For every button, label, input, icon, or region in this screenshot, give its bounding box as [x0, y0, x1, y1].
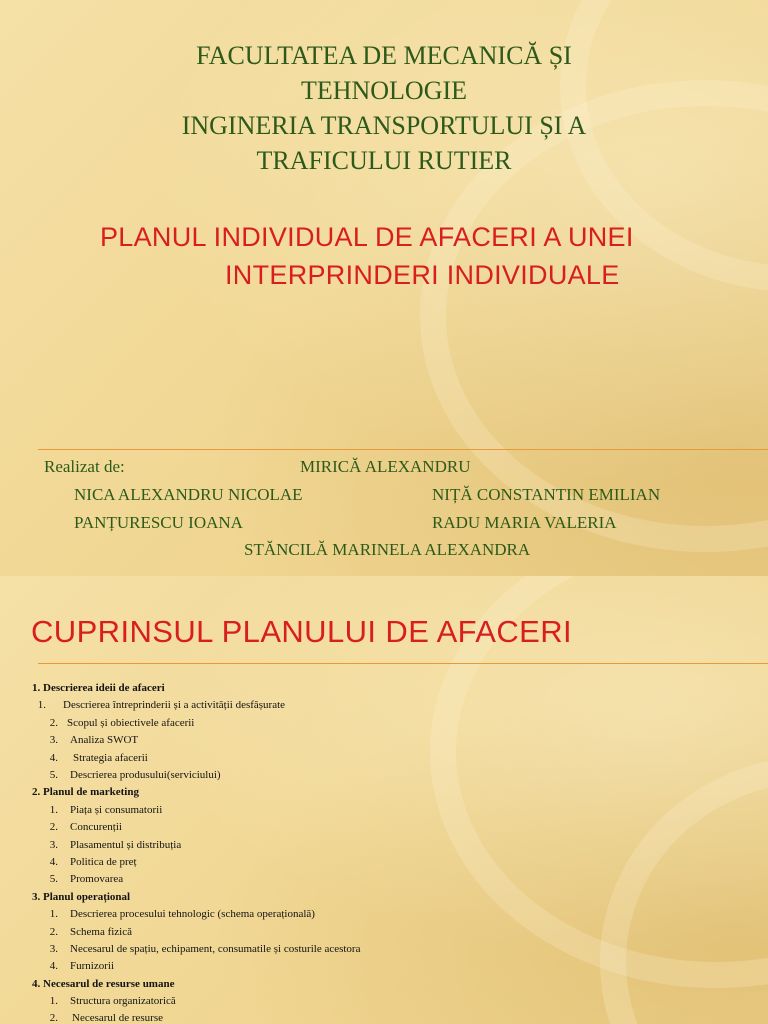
section-heading: 4. Necesarul de resurse umane — [32, 977, 175, 990]
faculty-title-line: INGINERIA TRANSPORTULUI ȘI A — [181, 111, 587, 140]
item-text: Necesarul de resurse — [72, 1012, 164, 1024]
item-text: Analiza SWOT — [70, 734, 139, 747]
author-name: PANȚURESCU IOANA — [74, 513, 243, 532]
authors-label: Realizat de: — [44, 457, 125, 476]
list-item — [0, 871, 768, 888]
list-item — [0, 941, 768, 958]
list-item — [0, 715, 768, 732]
plan-subtitle-line: PLANUL INDIVIDUAL DE AFACERI A UNEI — [100, 222, 634, 252]
item-text: Scopul și obiectivele afacerii — [67, 716, 195, 729]
list-item — [0, 1010, 768, 1024]
contents-list — [0, 680, 768, 1024]
item-text: Descrierea întreprinderii și a activității desfășurate — [63, 699, 286, 712]
item-text: Strategia afacerii — [73, 751, 148, 764]
list-item — [0, 906, 768, 923]
plan-subtitle-line: INTERPRINDERI INDIVIDUALE — [225, 260, 620, 290]
contents-title: CUPRINSUL PLANULUI DE AFACERI — [31, 614, 573, 649]
author-name: STĂNCILĂ MARINELA ALEXANDRA — [244, 540, 531, 559]
item-number: 4. — [49, 960, 58, 973]
faculty-title-line: TRAFICULUI RUTIER — [256, 146, 512, 175]
divider-line — [38, 663, 768, 664]
author-name: NICA ALEXANDRU NICOLAE — [74, 485, 303, 504]
item-text: Descrierea produsului(serviciului) — [70, 768, 221, 781]
slide-contents — [0, 576, 768, 1024]
item-text: Concurenții — [70, 821, 122, 834]
list-item — [0, 993, 768, 1010]
item-number: 2. — [49, 925, 58, 938]
item-number: 4. — [49, 751, 58, 764]
list-item — [0, 837, 768, 854]
item-text: Structura organizatorică — [70, 995, 176, 1008]
item-number: 1. — [37, 699, 46, 712]
section-heading: 3. Planul operațional — [32, 890, 131, 903]
item-text: Furnizorii — [70, 960, 114, 973]
item-text: Descrierea procesului tehnologic (schema operațională) — [70, 908, 315, 921]
list-item — [0, 819, 768, 836]
list-item — [0, 802, 768, 819]
item-text: Piața și consumatorii — [70, 803, 163, 816]
item-text: Schema fizică — [70, 925, 132, 938]
author-name: RADU MARIA VALERIA — [432, 513, 617, 532]
item-number: 1. — [49, 995, 58, 1008]
item-number: 5. — [49, 768, 58, 781]
list-item — [0, 854, 768, 871]
section-heading: 1. Descrierea ideii de afaceri — [32, 682, 165, 694]
list-item — [0, 958, 768, 975]
section-heading: 2. Planul de marketing — [32, 786, 139, 799]
item-number: 3. — [49, 838, 58, 851]
item-number: 3. — [49, 734, 58, 747]
faculty-title-line: FACULTATEA DE MECANICĂ ȘI — [196, 41, 572, 70]
list-item — [0, 750, 768, 767]
author-name: MIRICĂ ALEXANDRU — [300, 457, 471, 476]
faculty-title-line: TEHNOLOGIE — [300, 76, 468, 105]
item-text: Plasamentul și distribuția — [70, 838, 182, 851]
item-number: 3. — [49, 942, 58, 955]
list-item — [0, 767, 768, 784]
list-item — [0, 924, 768, 941]
item-number: 4. — [49, 855, 58, 868]
list-item — [0, 697, 768, 714]
item-number: 2. — [49, 1012, 58, 1024]
author-name: NIȚĂ CONSTANTIN EMILIAN — [432, 485, 661, 504]
item-text: Necesarul de spațiu, echipament, consumatile și costurile acestora — [70, 942, 361, 955]
item-text: Promovarea — [70, 873, 124, 886]
item-number: 2. — [49, 716, 58, 729]
item-number: 1. — [49, 908, 58, 921]
item-number: 1. — [49, 803, 58, 816]
item-number: 5. — [49, 873, 58, 886]
item-text: Politica de preț — [70, 855, 137, 868]
list-item — [0, 732, 768, 749]
item-number: 2. — [49, 821, 58, 834]
